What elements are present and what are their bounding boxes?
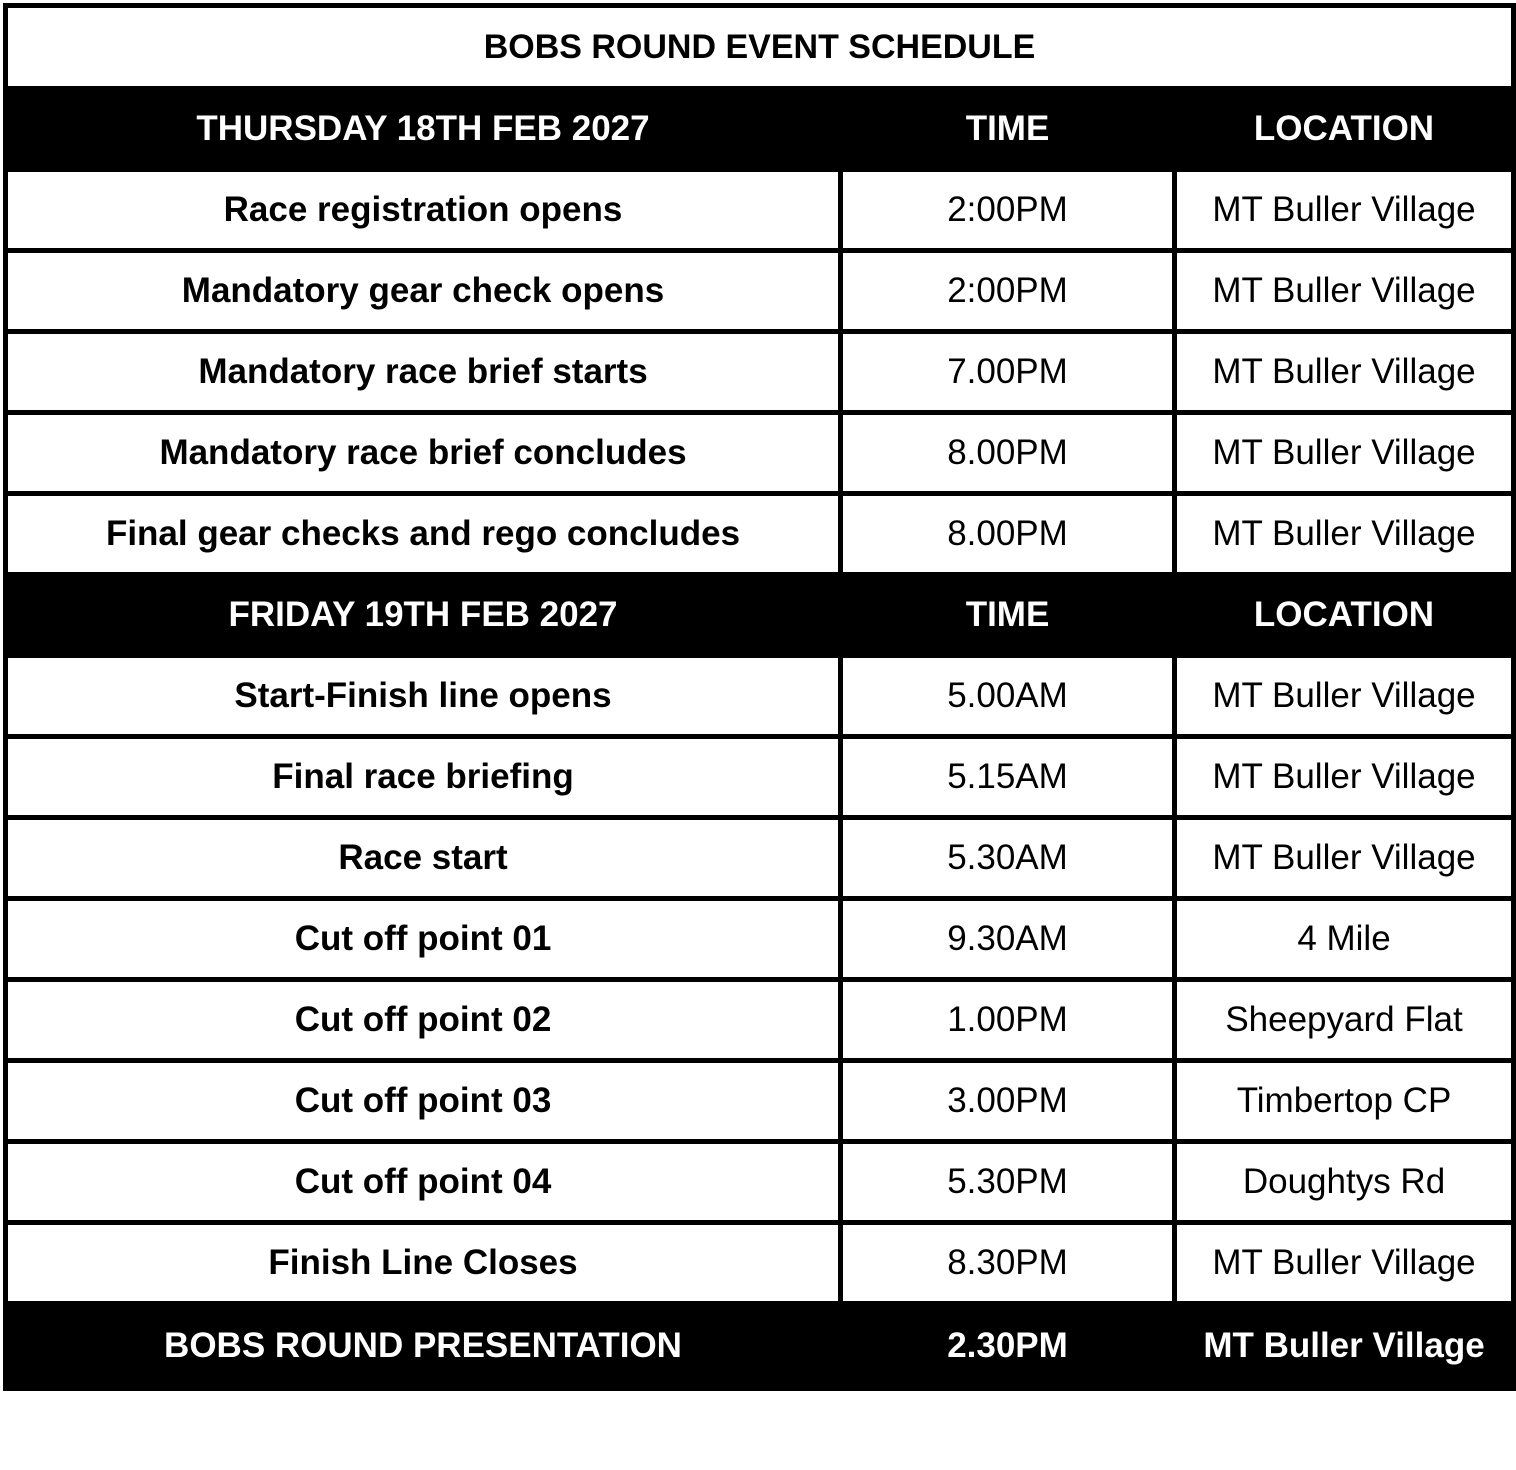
location-cell: MT Buller Village (1175, 656, 1514, 737)
time-cell: 3.00PM (841, 1061, 1175, 1142)
event-cell: Cut off point 03 (6, 1061, 841, 1142)
table-row (6, 251, 1514, 332)
event-cell: Start-Finish line opens (6, 656, 841, 737)
time-cell: 5.00AM (841, 656, 1175, 737)
time-cell: 7.00PM (841, 332, 1175, 413)
schedule-title: BOBS ROUND EVENT SCHEDULE (6, 6, 1514, 89)
table-row (6, 1061, 1514, 1142)
table-row (6, 1142, 1514, 1223)
table-row (6, 1223, 1514, 1304)
event-schedule-table (3, 3, 1516, 1391)
presentation-location: MT Buller Village (1175, 1304, 1514, 1389)
location-cell: MT Buller Village (1175, 251, 1514, 332)
location-header: LOCATION (1175, 89, 1514, 170)
location-cell: MT Buller Village (1175, 1223, 1514, 1304)
table-row (6, 413, 1514, 494)
location-cell: Doughtys Rd (1175, 1142, 1514, 1223)
event-cell: Cut off point 01 (6, 899, 841, 980)
location-cell: Timbertop CP (1175, 1061, 1514, 1142)
location-cell: MT Buller Village (1175, 332, 1514, 413)
time-cell: 5.30AM (841, 818, 1175, 899)
schedule-title-row (6, 6, 1514, 89)
time-cell: 9.30AM (841, 899, 1175, 980)
time-header: TIME (841, 575, 1175, 656)
day-header-row (6, 575, 1514, 656)
table-row (6, 656, 1514, 737)
time-cell: 8.00PM (841, 413, 1175, 494)
location-cell: MT Buller Village (1175, 170, 1514, 251)
time-cell: 8.30PM (841, 1223, 1175, 1304)
location-cell: MT Buller Village (1175, 413, 1514, 494)
table-row (6, 170, 1514, 251)
table-row (6, 980, 1514, 1061)
event-cell: Mandatory race brief concludes (6, 413, 841, 494)
time-header: TIME (841, 89, 1175, 170)
location-cell: Sheepyard Flat (1175, 980, 1514, 1061)
time-cell: 1.00PM (841, 980, 1175, 1061)
time-cell: 8.00PM (841, 494, 1175, 575)
event-cell: Cut off point 04 (6, 1142, 841, 1223)
location-cell: 4 Mile (1175, 899, 1514, 980)
location-cell: MT Buller Village (1175, 494, 1514, 575)
time-cell: 5.30PM (841, 1142, 1175, 1223)
location-cell: MT Buller Village (1175, 818, 1514, 899)
event-cell: Finish Line Closes (6, 1223, 841, 1304)
day-label: FRIDAY 19TH FEB 2027 (6, 575, 841, 656)
event-cell: Mandatory race brief starts (6, 332, 841, 413)
event-cell: Cut off point 02 (6, 980, 841, 1061)
table-row (6, 899, 1514, 980)
presentation-event: BOBS ROUND PRESENTATION (6, 1304, 841, 1389)
event-cell: Mandatory gear check opens (6, 251, 841, 332)
table-row (6, 737, 1514, 818)
time-cell: 5.15AM (841, 737, 1175, 818)
day-header-row (6, 89, 1514, 170)
event-cell: Race start (6, 818, 841, 899)
location-cell: MT Buller Village (1175, 737, 1514, 818)
table-row (6, 494, 1514, 575)
event-cell: Final gear checks and rego concludes (6, 494, 841, 575)
presentation-row (6, 1304, 1514, 1389)
time-cell: 2:00PM (841, 170, 1175, 251)
table-row (6, 332, 1514, 413)
location-header: LOCATION (1175, 575, 1514, 656)
presentation-time: 2.30PM (841, 1304, 1175, 1389)
event-cell: Final race briefing (6, 737, 841, 818)
time-cell: 2:00PM (841, 251, 1175, 332)
event-cell: Race registration opens (6, 170, 841, 251)
table-row (6, 818, 1514, 899)
day-label: THURSDAY 18TH FEB 2027 (6, 89, 841, 170)
